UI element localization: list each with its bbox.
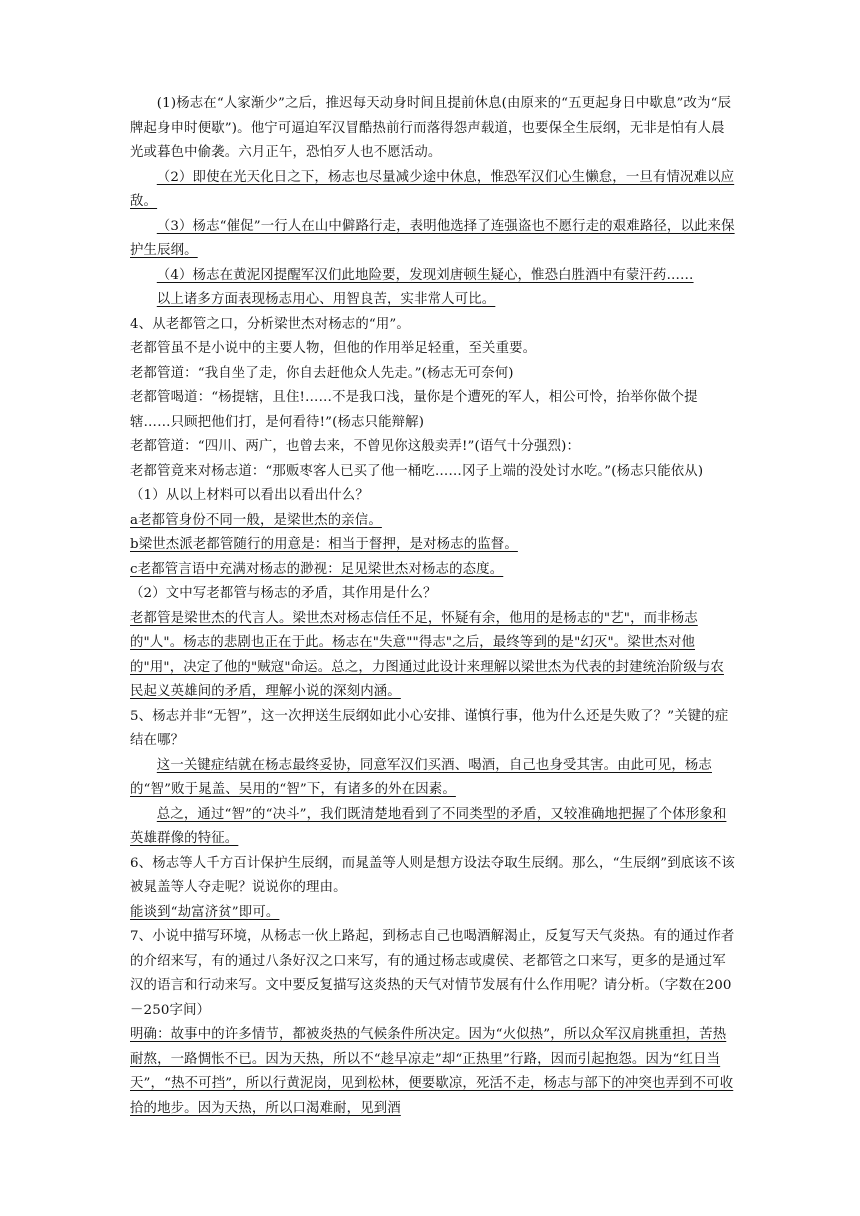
paragraph: （3）杨志“催促”一行人在山中僻路行走，表明他选择了连强盗也不愿行走的艰难路径，以此来保护生辰纲。 [130,218,735,258]
paragraph: 明确：故事中的许多情节，都被炎热的气候条件所决定。因为“火似热”，所以众军汉肩挑重担，苦热耐熬，一路惆怅不已。因为天热，所以不“趁早凉走”却“正热里”行路，因而引起抱怨。因为“红日当天”，“热不可挡”，所以行黄泥岗，见到松林，便要歇凉，死活不走，杨志与部下的冲突也弄到不可收拾的地步。因为天热，所以口渴难耐，见到酒 [130,1027,734,1116]
paragraph: （1）从以上材料可以看出以看出什么？ [130,488,369,503]
paragraph: 总之，通过“智”的“决斗”，我们既清楚地看到了不同类型的矛盾，又较准确地把握了个体形象和英雄群像的特征。 [130,806,727,846]
paragraph: b梁世杰派老都管随行的用意是：相当于督押，是对杨志的监督。 [130,537,518,552]
paragraph: 老都管道：“我自坐了走，你自去赶他众人先走。”(杨志无可奈何) [130,365,514,381]
paragraph: 这一关键症结就在杨志最终妥协，同意军汉们买酒、喝酒，自己也身受其害。由此可见，杨志的“智”败于晁盖、吴用的“智”下，有诸多的外在因素。 [130,757,712,797]
paragraph: 老都管虽不是小说中的主要人物，但他的作用举足轻重，至关重要。 [130,341,537,356]
paragraph: (1)杨志在“人家渐少”之后，推迟每天动身时间且提前休息(由原来的“五更起身日中歇息”改为“辰牌起身申时便歇”)。他宁可逼迫军汉冒酷热前行而落得怨声载道，也要保全生辰纲，无非是怕有人晨光或暮色中偷袭。六月正午，恐怕歹人也不愿活动。 [130,96,732,160]
paragraph: 老都管竟来对杨志道：“那贩枣客人已买了他一桶吃……冈子上端的没处讨水吃。”(杨志只能依从) [130,463,704,479]
paragraph: 老都管道：“四川、两广，也曾去来，不曾见你这般卖弄!”(语气十分强烈)： [130,439,581,454]
paragraph: 7、小说中描写环境，从杨志一伙上路起，到杨志自己也喝酒解渴止，反复写天气炎热。有的通过作者的介绍来写，有的通过八条好汉之口来写，有的通过杨志或虞侯、老都管之口来写，更多的是通过军汉的语言和行动来写。文中要反复描写这炎热的天气对情节发展有什么作用呢？请分析。（字数在200－250字间） [130,929,735,1018]
paragraph: 老都管喝道：“杨提辖，且住!……不是我口浅，量你是个遭死的军人，相公可怜，抬举你做个提辖……只顾把他们打，是何看待!”(杨志只能辩解) [130,390,698,430]
paragraph: 4、从老都管之口，分析梁世杰对杨志的“用”。 [130,316,410,332]
paragraph: 5、杨志并非“无智”，这一次押送生辰纲如此小心安排、谨慎行事，他为什么还是失败了？”关键的症结在哪？ [130,708,729,748]
paragraph: a老都管身份不同一般，是梁世杰的亲信。 [130,512,382,528]
paragraph: 以上诸多方面表现杨志用心、用智良苦，实非常人可比。 [156,292,496,307]
document-body [130,92,736,1121]
paragraph: （2）即使在光天化日之下，杨志也尽量减少途中休息，惟恐军汉们心生懒怠，一旦有情况难以应敌。 [130,169,735,209]
paragraph: 6、杨志等人千方百计保护生辰纲，而晁盖等人则是想方设法夺取生辰纲。那么，“生辰纲”到底该不该被晁盖等人夺走呢？说说你的理由。 [130,855,735,895]
paragraph: c老都管言语中充满对杨志的渺视：足见梁世杰对杨志的态度。 [130,561,504,577]
paragraph: 老都管是梁世杰的代言人。梁世杰对杨志信任不足，怀疑有余，他用的是杨志的"艺"，而非杨志的"人"。杨志的悲剧也正在于此。杨志在"失意""得志"之后，最终等到的是"幻灭"。梁世杰对他的"用"，决定了他的"贼寇"命运。总之，力图通过此设计来理解以梁世杰为代表的封建统治阶级与农民起义英雄间的矛盾，理解小说的深刻内涵。 [130,610,724,699]
paragraph: （4）杨志在黄泥冈提醒军汉们此地险要，发现刘唐顿生疑心，惟恐白胜酒中有蒙汗药…… [156,267,694,283]
paragraph: 能谈到“劫富济贫”即可。 [130,904,280,920]
paragraph: （2）文中写老都管与杨志的矛盾，其作用是什么？ [130,586,437,601]
